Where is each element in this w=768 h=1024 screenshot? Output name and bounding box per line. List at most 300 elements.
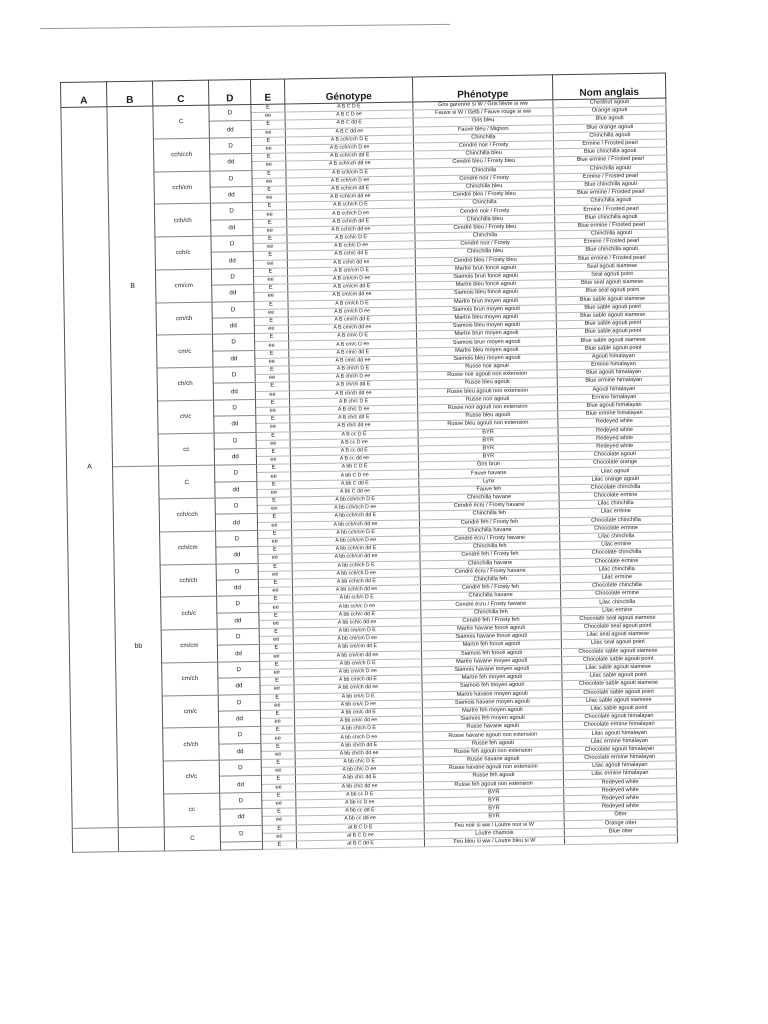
e-cell: E (259, 595, 293, 604)
genotype-cell: A bb cm/cm dd ee (293, 650, 421, 660)
genotype-cell: A bb cch/cch dd ee (291, 519, 419, 529)
e-cell: E (252, 202, 286, 211)
phenotype-cell: Siamois feh foncé agouti (421, 648, 561, 658)
english-name-cell: Lilac seal agouti siamese (561, 630, 674, 640)
english-name-cell: Lilac seal agouti point (561, 638, 674, 648)
english-name-cell: Chocolate ermine (560, 556, 673, 566)
group-cell-d: D (219, 759, 261, 776)
genotype-cell: A B cch/ch D E (286, 200, 414, 210)
phenotype-cell: Chinchilla bleu (414, 149, 554, 159)
english-name-cell: Orange otter (564, 818, 677, 828)
phenotype-cell: Gris garenne si W / Gris lièvre si ww (413, 100, 553, 110)
phenotype-cell: Cendré bleu / Frosty bleu (414, 157, 554, 167)
genotype-cell: A bb ch/ch dd E (295, 741, 423, 751)
e-cell: E (260, 693, 294, 702)
english-name-cell: Lilac ermine (561, 606, 674, 616)
phenotype-cell: Russe noir agouti non extension (417, 370, 557, 380)
group-cell-d: D (218, 694, 260, 711)
english-name-cell: Chocolate agouti (558, 450, 671, 460)
phenotype-cell: Russe noir agouti non extension (418, 403, 558, 413)
group-cell-d: D (215, 465, 257, 482)
e-cell: ee (254, 276, 288, 285)
group-cell-c: cch/ch (154, 203, 211, 237)
e-cell: ee (262, 816, 296, 825)
group-cell-d: D (212, 334, 254, 351)
phenotype-cell: Russe feh agouti non extension (424, 779, 564, 789)
genotype-cell: A B cm/cm dd E (288, 282, 416, 292)
phenotype-cell: Gris bleu (413, 116, 553, 126)
genotype-cell: A bb ch/ch D ee (295, 732, 423, 742)
phenotype-cell: Cendré noir / Frosty (414, 173, 554, 183)
group-cell-d: dd (219, 743, 261, 760)
english-name-cell: Blue chinchilla agouti (555, 213, 668, 223)
group-cell-d: D (220, 825, 262, 842)
phenotype-cell: Martre bleu moyen agouti (417, 345, 557, 355)
phenotype-cell: Martre feh moyen agouti (422, 706, 562, 716)
e-cell: ee (256, 423, 290, 432)
genotype-cell: A bb cch/c dd ee (293, 618, 421, 628)
group-cell-d: dd (215, 481, 257, 498)
e-cell: ee (259, 603, 293, 612)
genotype-cell: A B ch/c dd E (290, 413, 418, 423)
english-name-cell: Chinchilla agouti (554, 196, 667, 206)
phenotype-cell: Russe havane agouti (423, 722, 563, 732)
group-cell-d: dd (218, 710, 260, 727)
genotype-cell: A B cm/cm dd ee (288, 290, 416, 300)
group-cell-d: D (213, 366, 255, 383)
english-name-cell: Chocolate ermine himalayan (563, 720, 676, 730)
e-cell: E (254, 284, 288, 293)
e-cell: E (259, 644, 293, 653)
e-cell: E (256, 448, 290, 457)
english-name-cell: Blue sable agouti point (556, 303, 669, 313)
group-cell-d: dd (215, 514, 257, 531)
phenotype-cell: Siamois brun foncé agouti (416, 272, 556, 282)
e-cell: E (257, 513, 291, 522)
e-cell: ee (255, 390, 289, 399)
group-cell-d: dd (216, 547, 258, 564)
phenotype-cell: Cendré écru / Frosty havane (420, 534, 560, 544)
e-cell: ee (257, 489, 291, 498)
page-edge-line (40, 24, 450, 29)
genotype-cell: A bb cm/ch dd ee (294, 683, 422, 693)
english-name-cell: Chestnut agouti (553, 98, 666, 108)
phenotype-cell: Lynx (419, 476, 559, 486)
group-cell-c: ch/ch (157, 367, 214, 401)
e-cell: E (256, 415, 290, 424)
genotype-cell: A bb cch/cch D ee (291, 503, 419, 513)
group-cell-d: D (216, 530, 258, 547)
genotype-cell: at B C D ee (296, 831, 424, 841)
english-name-cell: Blue ermine / Frosted pearl (555, 221, 668, 231)
english-name-cell: Lilac chinchilla (560, 565, 673, 575)
group-cell-d: dd (212, 285, 254, 302)
group-cell-c: cm/ch (162, 662, 219, 696)
english-name-cell: Lilac chinchilla (561, 597, 674, 607)
genotype-cell: A bb ch/c D E (295, 757, 423, 767)
group-cell-d: D (217, 596, 259, 613)
genotype-cell: A B ch/c dd ee (290, 421, 418, 431)
e-cell: E (258, 530, 292, 539)
header-c: C (152, 80, 208, 106)
phenotype-cell: Cendré écru / Frosty havane (419, 501, 559, 511)
english-name-cell: Chocolate sable agouti point (562, 687, 675, 697)
english-name-cell: Lilac ermine himalayan (563, 737, 676, 747)
genotype-cell: A bb ch/c dd ee (296, 781, 424, 791)
english-name-cell: Chocolate sable agouti point (562, 655, 675, 665)
phenotype-cell: Chinchilla (413, 133, 553, 143)
group-cell-b (118, 826, 164, 851)
genotype-cell: A bb cch/ch dd ee (292, 585, 420, 595)
genotype-cell: A B cch/cm D E (286, 167, 414, 177)
phenotype-cell: Martre havane moyen agouti (422, 689, 562, 699)
phenotype-cell: Siamois brun moyen agouti (417, 337, 557, 347)
e-cell: E (258, 579, 292, 588)
group-cell-d: dd (219, 776, 261, 793)
genotype-cell: A bb cm/ch D ee (294, 667, 422, 677)
genotype-cell: A B cm/ch D E (288, 298, 416, 308)
e-cell: ee (261, 734, 295, 743)
table-body (61, 98, 678, 852)
english-name-cell: Blue agouti (553, 114, 666, 124)
phenotype-cell: Chinchilla (414, 165, 554, 175)
english-name-cell: Blue chinchilla agouti (555, 245, 668, 255)
genotype-table-sheet (60, 72, 679, 961)
genotype-cell: A bb cch/cm D E (292, 528, 420, 538)
phenotype-cell: Martre brun moyen agouti (416, 329, 556, 339)
e-cell: ee (251, 129, 285, 138)
genotype-cell: A bb ch/c dd E (295, 773, 423, 783)
phenotype-cell: Siamois bleu foncé agouti (416, 288, 556, 298)
phenotype-cell: Feu bleu si ww / Loutre bleu si W (424, 837, 564, 847)
genotype-cell: A B cch/ch dd ee (287, 225, 415, 235)
group-cell-d: dd (212, 317, 254, 334)
phenotype-cell: Chinchilla (415, 231, 555, 241)
english-name-cell: Chocolate seal agouti point (561, 622, 674, 632)
genotype-cell: A B cm/c dd ee (289, 356, 417, 366)
e-cell: ee (257, 505, 291, 514)
group-cell-d: D (210, 203, 252, 220)
group-cell-d: D (209, 105, 251, 122)
genotype-cell: A B cc dd E (290, 446, 418, 456)
header-phenotype: Phénotype (412, 75, 552, 102)
group-cell-d: D (211, 235, 253, 252)
e-cell: ee (253, 243, 287, 252)
genotype-cell: A bb ch/ch D E (295, 724, 423, 734)
english-name-cell: Lilac sable agouti siamese (562, 696, 675, 706)
genotype-cell: A bb cm/c D ee (294, 700, 422, 710)
phenotype-cell: Cendré feh / Frosty feh (420, 550, 560, 560)
english-name-cell: Redeyed white (558, 417, 671, 427)
phenotype-cell: Fauve havane (419, 468, 559, 478)
phenotype-cell: Cendré noir / Frosty (414, 141, 554, 151)
genotype-cell: A B cch/c dd ee (287, 258, 415, 268)
group-cell-d: D (220, 792, 262, 809)
english-name-cell: Ermine / Frosted pearl (553, 139, 666, 149)
group-cell-c: cch/cch (159, 498, 216, 532)
genotype-cell: A B cch/cch dd ee (286, 159, 414, 169)
english-name-cell: Ermine himalayan (557, 360, 670, 370)
genotype-cell: A bb cm/ch dd E (294, 675, 422, 685)
english-name-cell: Chocolate ermine (561, 589, 674, 599)
phenotype-cell: Gris brun (419, 460, 559, 470)
english-name-cell: Chocolate agouti himalayan (562, 712, 675, 722)
group-cell-d: dd (213, 350, 255, 367)
group-cell-d: D (214, 432, 256, 449)
phenotype-cell: Fauve si W / Gelb / Fauve rouge si ww (413, 108, 553, 118)
e-cell: ee (262, 833, 296, 842)
genotype-cell: A bb cch/ch D ee (292, 569, 420, 579)
english-name-cell: Redeyed white (564, 786, 677, 796)
group-cell-c: cc (164, 793, 221, 827)
phenotype-cell: Martre bleu foncé agouti (416, 280, 556, 290)
english-name-cell: Lilac chinchilla (559, 499, 672, 509)
e-cell: ee (251, 112, 285, 121)
e-cell: ee (252, 194, 286, 203)
e-cell: E (261, 775, 295, 784)
english-name-cell: Lilac orange agouti (559, 475, 672, 485)
e-cell: ee (261, 751, 295, 760)
english-name-cell: Otter (564, 810, 677, 820)
english-name-cell: Redeyed white (564, 794, 677, 804)
group-cell-c: cm/c (156, 334, 213, 368)
e-cell: ee (256, 440, 290, 449)
phenotype-cell: Siamois feh moyen agouti (423, 714, 563, 724)
e-cell: E (262, 824, 296, 833)
group-cell-c: ch/c (158, 400, 215, 434)
phenotype-cell: Cendré feh / Frosty feh (419, 517, 559, 527)
phenotype-cell: Chinchilla bleu (414, 182, 554, 192)
group-cell-d: D (219, 727, 261, 744)
group-cell-c: cm/c (162, 695, 219, 729)
english-name-cell: Lilac agouti (559, 466, 672, 476)
phenotype-cell: Chinchilla feh (419, 509, 559, 519)
genotype-cell: A bb cc D E (296, 790, 424, 800)
english-name-cell: Blue ermine / Frosted pearl (555, 254, 668, 264)
phenotype-cell: Russe havane agouti non extension (423, 730, 563, 740)
e-cell: ee (262, 800, 296, 809)
genotype-cell: A bb C dd E (291, 479, 419, 489)
genotype-cell: A B ch/c D ee (290, 405, 418, 415)
group-cell-d: D (209, 137, 251, 154)
phenotype-cell: Fauve bleu / Mignon (413, 124, 553, 134)
english-name-cell: Blue ermine himalayan (558, 409, 671, 419)
e-cell: E (251, 120, 285, 129)
english-name-cell: Seal agouti siamese (555, 262, 668, 272)
group-cell-c: cm/cm (155, 269, 212, 303)
genotype-cell: A B cch/cch dd E (286, 151, 414, 161)
genotype-cell: A bb cch/cch D E (291, 495, 419, 505)
e-cell: E (259, 628, 293, 637)
english-name-cell: Lilac chinchilla (560, 532, 673, 542)
e-cell: E (257, 481, 291, 490)
english-name-cell: Chocolate orange (558, 458, 671, 468)
e-cell: E (255, 382, 289, 391)
e-cell: ee (253, 210, 287, 219)
e-cell: E (252, 153, 286, 162)
genotype-cell: A bb cch/cm dd ee (292, 552, 420, 562)
group-cell-d: D (214, 399, 256, 416)
group-cell-c: cch/c (155, 236, 212, 270)
genotype-cell: A bb cm/cm dd E (293, 642, 421, 652)
genotype-cell: A bb C dd ee (291, 487, 419, 497)
group-cell-c: C (153, 105, 210, 139)
phenotype-cell: Martre feh moyen agouti (422, 673, 562, 683)
e-cell: E (253, 235, 287, 244)
genotype-cell: A bb cm/cm D ee (293, 634, 421, 644)
phenotype-cell: BYR (424, 796, 564, 806)
english-name-cell: Chocolate sable agouti siamese (561, 646, 674, 656)
genotype-cell: A B cm/ch D ee (288, 307, 416, 317)
group-cell-c: cch/c (161, 596, 218, 630)
phenotype-cell: BYR (418, 444, 558, 454)
phenotype-cell: Russe bleu agouti (417, 378, 557, 388)
phenotype-cell: BYR (424, 812, 564, 822)
phenotype-cell: Martre brun foncé agouti (415, 263, 555, 273)
genotype-cell: A bb cm/c dd E (294, 708, 422, 718)
e-cell: ee (254, 309, 288, 318)
english-name-cell: Blue otter (564, 827, 677, 837)
english-name-cell: Lilac ermine (559, 507, 672, 517)
phenotype-cell: Russe havane agouti non extension (423, 763, 563, 773)
genotype-cell: A bb cm/c dd ee (295, 716, 423, 726)
english-name-cell: Chinchilla agouti (555, 229, 668, 239)
group-cell-c: cch/cm (160, 531, 217, 565)
e-cell: ee (256, 456, 290, 465)
e-cell: ee (256, 407, 290, 416)
group-cell-c: cch/cm (154, 171, 211, 205)
group-cell-d: dd (211, 219, 253, 236)
group-cell-d: D (212, 301, 254, 318)
group-cell-d (220, 841, 262, 850)
e-cell: E (255, 350, 289, 359)
phenotype-cell: Martre havane moyen agouti (422, 656, 562, 666)
phenotype-cell: Russe bleu agouti (418, 411, 558, 421)
e-cell: E (256, 399, 290, 408)
phenotype-cell: Siamois havane foncé agouti (421, 632, 561, 642)
group-cell-c: C (159, 465, 216, 499)
group-cell-c: cc (158, 433, 215, 467)
phenotype-cell: Cendré bleu / Frosty bleu (415, 223, 555, 233)
english-name-cell: Blue seal agouti siamese (556, 278, 669, 288)
phenotype-cell: Chinchilla feh (420, 542, 560, 552)
english-name-cell: Lilac agouti himalayan (563, 761, 676, 771)
group-cell-d: dd (210, 186, 252, 203)
e-cell: ee (258, 587, 292, 596)
genotype-cell: A bb C D ee (291, 470, 419, 480)
phenotype-cell: Chinchilla havane (420, 525, 560, 535)
genotype-cell: A B cm/c dd E (289, 348, 417, 358)
e-cell: ee (253, 260, 287, 269)
genotype-cell: A bb cch/cch dd E (291, 511, 419, 521)
e-cell: E (252, 169, 286, 178)
english-name-cell: Lilac ermine himalayan (563, 769, 676, 779)
english-name-cell: Chocolate ermine himalayan (563, 753, 676, 763)
phenotype-cell: Siamois bleu moyen agouti (416, 321, 556, 331)
e-cell: E (256, 431, 290, 440)
english-name-cell: Blue agouti himalayan (558, 401, 671, 411)
genotype-cell: A bb cch/cm dd E (292, 544, 420, 554)
genotype-cell: A bb ch/c D ee (295, 765, 423, 775)
header-genotype: Génotype (284, 77, 412, 104)
genotype-cell: A B cch/c D E (287, 233, 415, 243)
english-name-cell: Redeyed white (558, 442, 671, 452)
group-cell-d: dd (216, 579, 258, 596)
phenotype-cell: Fauve feh (419, 485, 559, 495)
group-cell-a (72, 827, 118, 852)
header-e: E (250, 79, 284, 105)
genotype-cell: A B ch/ch D E (289, 364, 417, 374)
group-cell-d: dd (210, 154, 252, 171)
e-cell: ee (254, 292, 288, 301)
group-cell-b: B (107, 106, 159, 467)
english-name-cell: Redeyed white (558, 434, 671, 444)
english-name-cell: Chocolate ermine (559, 491, 672, 501)
e-cell: E (251, 104, 285, 113)
phenotype-cell: Russe feh agouti (423, 738, 563, 748)
e-cell: ee (255, 374, 289, 383)
english-name-cell: Redeyed white (564, 802, 677, 812)
e-cell: E (251, 137, 285, 146)
genotype-cell: A bb C D E (291, 462, 419, 472)
english-name-cell: Orange agouti (553, 106, 666, 116)
genotype-cell: A B ch/ch dd ee (289, 388, 417, 398)
genotype-cell: A B cm/c D E (288, 331, 416, 341)
e-cell: E (252, 186, 286, 195)
phenotype-cell: Siamois havane moyen agouti (422, 665, 562, 675)
english-name-cell: Blue ermine himalayan (557, 376, 670, 386)
e-cell: ee (255, 358, 289, 367)
phenotype-cell: Cendré écru / Frosty havane (420, 566, 560, 576)
phenotype-cell: BYR (424, 804, 564, 814)
phenotype-cell: Russe noir agouti (417, 362, 557, 372)
group-cell-d: dd (220, 809, 262, 826)
english-name-cell: Agouti himalayan (557, 352, 670, 362)
genotype-cell: A bb cc D ee (296, 798, 424, 808)
e-cell: E (262, 808, 296, 817)
phenotype-cell: Chinchilla bleu (415, 247, 555, 257)
english-name-cell: Blue orange agouti (553, 123, 666, 133)
english-name-cell: Lilac agouti himalayan (563, 728, 676, 738)
english-name-cell: Blue seal agouti point (556, 286, 669, 296)
e-cell: E (262, 841, 296, 850)
phenotype-cell: BYR (424, 787, 564, 797)
genotype-cell: A B cm/ch dd E (288, 315, 416, 325)
header-a: A (61, 82, 107, 108)
english-name-cell: Blue sable agouti siamese (556, 294, 669, 304)
e-cell: ee (258, 571, 292, 580)
genotype-cell: A B cc dd ee (290, 454, 418, 464)
english-name-cell: Blue chinchilla agouti (554, 180, 667, 190)
english-name-cell: Ermine / Frosted pearl (554, 172, 667, 182)
genotype-cell: A bb cch/cm D ee (292, 536, 420, 546)
header-b: B (107, 81, 153, 107)
group-cell-d: D (218, 661, 260, 678)
e-cell: E (257, 497, 291, 506)
e-cell: ee (260, 669, 294, 678)
english-name-cell: Blue sable agouti point (556, 319, 669, 329)
e-cell: ee (259, 636, 293, 645)
group-cell-c: cm/ch (156, 302, 213, 336)
e-cell: E (261, 743, 295, 752)
e-cell: E (260, 677, 294, 686)
phenotype-cell: Siamois havane moyen agouti (422, 697, 562, 707)
e-cell: E (261, 759, 295, 768)
phenotype-cell: Russe bleu agouti non extension (417, 386, 557, 396)
genotype-cell: A B C dd E (285, 118, 413, 128)
group-cell-a: A (61, 107, 118, 828)
group-cell-d: D (210, 170, 252, 187)
